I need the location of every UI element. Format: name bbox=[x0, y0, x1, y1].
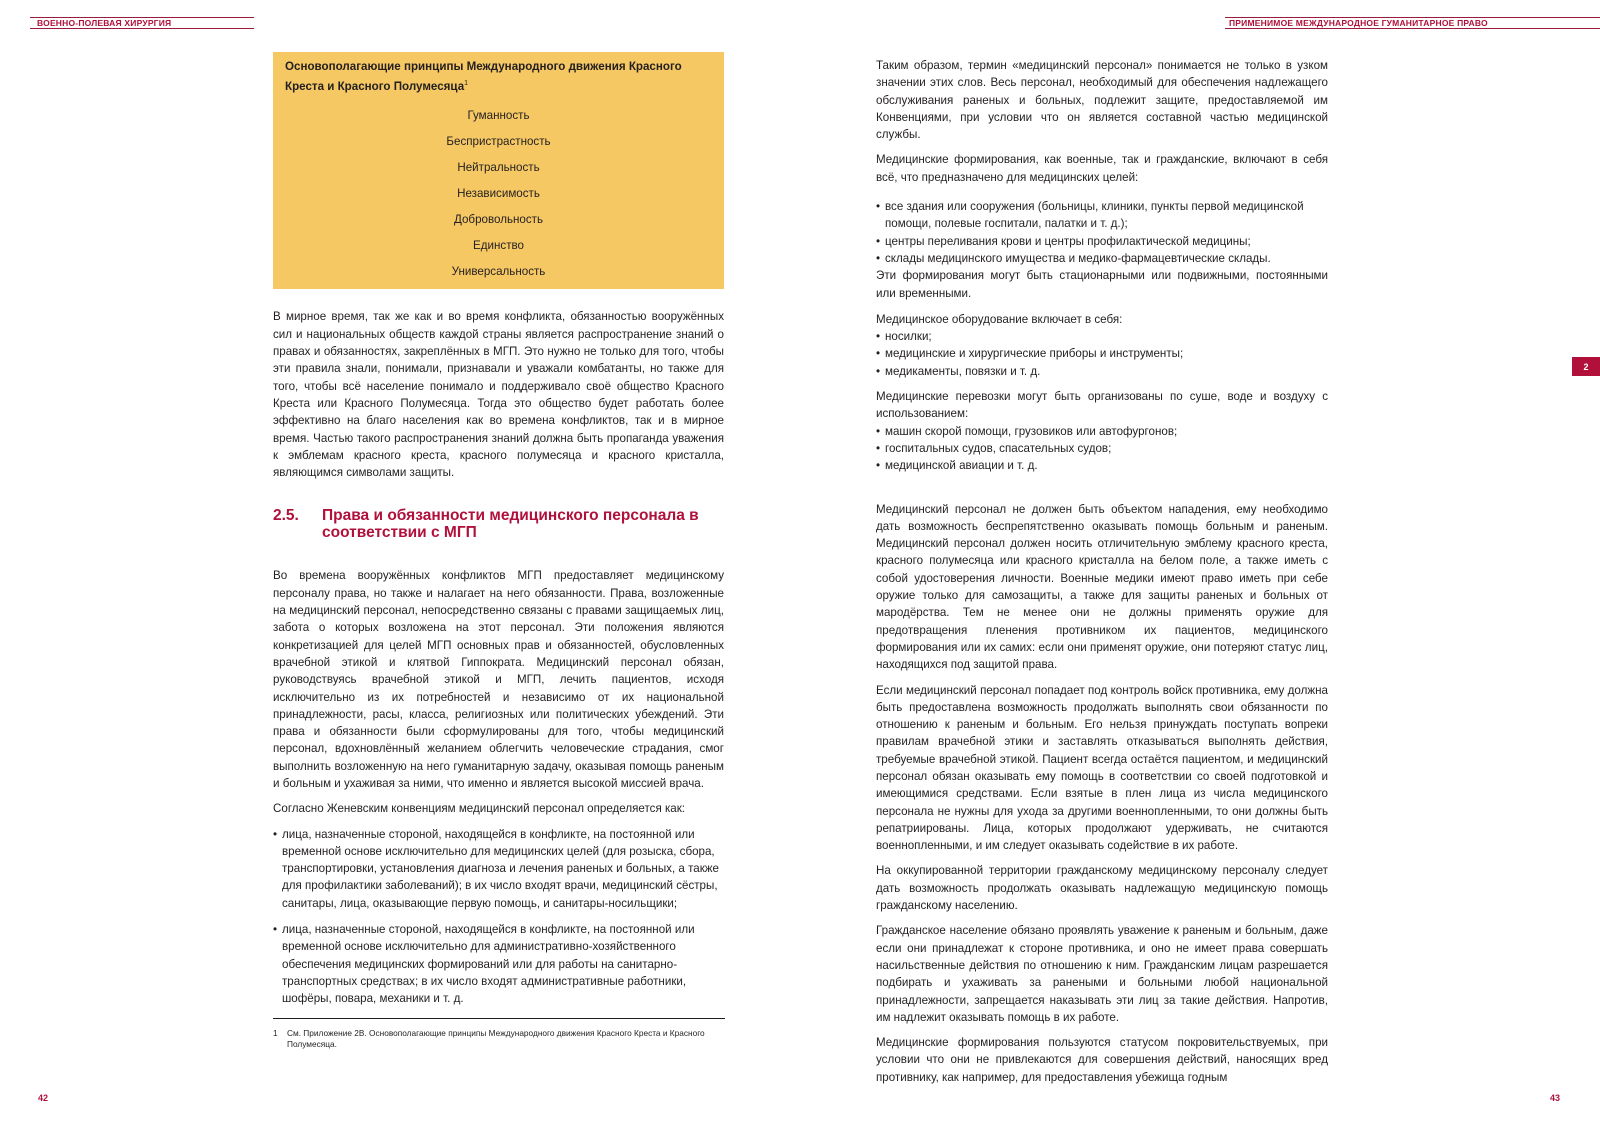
principles-box bbox=[273, 52, 724, 289]
paragraph: Таким образом, термин «медицинский персонал» понимается не только в узком значении этих слов. Весь персонал, необходимый для обеспечения надлежащего обслуживания раненых и больных, подлежит защите, предоставляемой им Конвенциями, при условии что он является составной частью медицинской службы. bbox=[876, 59, 1328, 142]
paragraph: Если медицинский персонал попадает под контроль войск противника, ему должна быть предоставлена возможность продолжать выполнять свои обязанности по отношению к раненым и больным. Его нельзя принуждать поступать вопреки правилам врачебной этики и заставлять отказываться выполнять действия, требуемые врачебной этикой. Пациент всегда остаётся пациентом, и медицинский персонал обязан оказывать ему помощь в соответствии со своей подготовкой и имеющимися средствами. Если взятые в плен лица из числа медицинского персонала не нужны для ухода за другими военнопленными, то они должны быть репатриированы. Лица, которых продолжают удерживать, не считаются военнопленными, и им следует оказывать содействие в их работе. bbox=[876, 683, 1328, 853]
paragraph: Медицинские формирования, как военные, так и гражданские, включают в себя всё, что предназначено для медицинских целей: bbox=[876, 153, 1328, 184]
bullet-list bbox=[876, 198, 1328, 267]
principle-item: Добровольность bbox=[454, 213, 543, 227]
principle-item: Нейтральность bbox=[457, 161, 540, 175]
chapter-tab: 2 bbox=[1572, 357, 1600, 376]
footnote-ref: 1 bbox=[464, 80, 469, 88]
paragraph: На оккупированной территории гражданскому медицинскому персоналу следует дать возможность продолжать оказывать надлежащую медицинскую помощь гражданскому населению. bbox=[876, 864, 1328, 913]
list-item: • лица, назначенные стороной, находящейся в конфликте, на постоянной или временной основе исключительно для медицинских целей (для розыска, сбора, транспортировки, установления диагноза и лечения раненых и больных, а также для профилактики заболеваний); в их число входят врачи, медицинский сёстры, санитары, лица, оказывающие первую помощь, и санитары-носильщики; bbox=[273, 826, 724, 912]
list-item: • медикаменты, повязки и т. д. bbox=[876, 363, 1328, 380]
footnote bbox=[273, 1028, 724, 1050]
bullet-list bbox=[876, 328, 1328, 380]
header-rule-right-lower bbox=[1225, 28, 1600, 29]
list-item: • медицинской авиации и т. д. bbox=[876, 457, 1328, 474]
paragraph: Медицинский персонал не должен быть объектом нападения, ему необходимо дать возможность беспрепятственно оказывать помощь больным и раненым. Медицинский персонал должен носить отличительную эмблему красного креста, красного полумесяца или красного кристалла на белом поле, а также иметь с собой удостоверения личности. Военные медики имеют право иметь при себе оружие только для самозащиты, а также для защиты раненых и больных от мародёрства. Тем не менее они не должны применять оружие для предотвращения пленения противником их пациентов, медицинского формирования или их самих: если они применят оружие, они потеряют статус лиц, находящихся под защитой права. bbox=[876, 502, 1328, 672]
paragraph: Эти формирования могут быть стационарными или подвижными, постоянными или временными. bbox=[876, 269, 1328, 300]
page-number-left: 42 bbox=[38, 1093, 49, 1103]
right-page-column bbox=[876, 57, 1328, 1094]
list-item: • машин скорой помощи, грузовиков или автофургонов; bbox=[876, 423, 1328, 440]
principle-item: Гуманность bbox=[467, 109, 530, 123]
list-item: • все здания или сооружения (больницы, клиники, пункты первой медицинской помощи, полевые госпитали, палатки и т. д.); bbox=[876, 198, 1328, 233]
principle-item: Независимость bbox=[457, 187, 540, 201]
paragraph: Медицинские перевозки могут быть организованы по суше, воде и воздуху с использованием: bbox=[876, 390, 1328, 421]
paragraph: Медицинские формирования пользуются статусом покровительствуемых, при условии что они не привлекаются для совершения действий, наносящих вред противнику, как например, для предоставления убежища годным bbox=[876, 1036, 1328, 1084]
footnote-rule bbox=[273, 1018, 725, 1019]
paragraph: В мирное время, так же как и во время конфликта, обязанностью вооружённых сил и национальных обществ каждой страны является распространение знаний о правах и обязанностях, закреплённых в МГП. Это нужно не только для того, чтобы эти правила знали, понимали, признавали и уважали комбатанты, но также для того, чтобы всё население понимало и поддерживало своё общество Красного Креста или Красного Полумесяца. Тогда это общество будет работать более эффективно на благо населения как во времена конфликтов, так и в мирное время. Частью такого распространения знаний должна быть пропаганда уважения к эмблемам красного креста, красного полумесяца и красного кристалла, являющимся символами защиты. bbox=[273, 310, 724, 480]
header-rule-left-lower bbox=[30, 28, 254, 29]
footnote-text: См. Приложение 2В. Основополагающие принципы Международного движения Красного Креста и Красного Полумесяца. bbox=[287, 1027, 705, 1049]
paragraph: Согласно Женевским конвенциям медицинский персонал определяется как: bbox=[273, 802, 686, 816]
left-page-column bbox=[273, 52, 724, 1050]
list-item: • медицинские и хирургические приборы и инструменты; bbox=[876, 345, 1328, 362]
list-item: • госпитальных судов, спасательных судов; bbox=[876, 440, 1328, 457]
paragraph: Медицинское оборудование включает в себя: bbox=[876, 312, 1123, 326]
principle-item: Универсальность bbox=[451, 265, 546, 279]
principles-box-title: Основополагающие принципы Международного движения Красного Креста и Красного Полумесяца$^1$ bbox=[285, 60, 682, 94]
page-number-right: 43 bbox=[1550, 1093, 1561, 1103]
list-item: • носилки; bbox=[876, 328, 1328, 345]
list-item: • центры переливания крови и центры профилактической медицины; bbox=[876, 233, 1328, 250]
section-heading bbox=[273, 507, 724, 541]
running-header-right: ПРИМЕНИМОЕ МЕЖДУНАРОДНОЕ ГУМАНИТАРНОЕ ПРАВО bbox=[1229, 18, 1488, 28]
list-item: • склады медицинского имущества и медико-фармацевтические склады. bbox=[876, 250, 1328, 267]
paragraph: Гражданское население обязано проявлять уважение к раненым и больным, даже если они принадлежат к стороне противника, и оно не имеет права совершать насильственные действия по отношению к ним. Гражданским лицам разрешается подбирать и ухаживать за ранеными и больными любой национальной принадлежности, запрещается наказывать эти лиц за такие действия. Напротив, им надлежит оказывать помощь в их работе. bbox=[876, 924, 1328, 1024]
paragraph: Во времена вооружённых конфликтов МГП предоставляет медицинскому персоналу права, но также и налагает на него обязанности. Права, возложенные на медицинский персонал, непосредственно связаны с правами защищаемых лиц, забота о которых возложена на этот персонал. Эти положения являются конкретизацией для целей МГП основных прав и обязанностей, обусловленных врачебной этикой и клятвой Гиппократа. Медицинский персонал обязан, руководствуясь врачебной этикой и МГП, лечить пациентов, исходя исключительно из их потребностей и независимо от их национальной принадлежности, расы, класса, религиозных или политических убеждений. Эти права и обязанности были сформулированы для того, чтобы медицинский персонал, вдохновлённый желанием облегчить человеческие страдания, смог выполнить возложенную на него гуманитарную задачу, оказывая помощь раненым и больным и ухаживая за ними, что именно и является высокой миссией врача. bbox=[273, 569, 724, 790]
bullet-list bbox=[273, 826, 724, 1008]
running-header-left: ВОЕННО-ПОЛЕВАЯ ХИРУРГИЯ bbox=[37, 18, 172, 28]
list-item: • лица, назначенные стороной, находящейся в конфликте, на постоянной или временной основе исключительно для административно-хозяйственного обеспечения медицинских формирований или для работы на санитарно-транспортных средствах; в их число входят административные работники, шофёры, повара, механики и т. д. bbox=[273, 921, 724, 1007]
principle-item: Единство bbox=[473, 239, 524, 253]
footnote-number: 1 bbox=[273, 1027, 278, 1038]
section-title: Права и обязанности медицинского персонала в соответствии с МГП bbox=[322, 507, 699, 542]
section-number: 2.5. bbox=[273, 507, 299, 525]
principle-item: Беспристрастность bbox=[446, 135, 551, 149]
bullet-list bbox=[876, 423, 1328, 475]
